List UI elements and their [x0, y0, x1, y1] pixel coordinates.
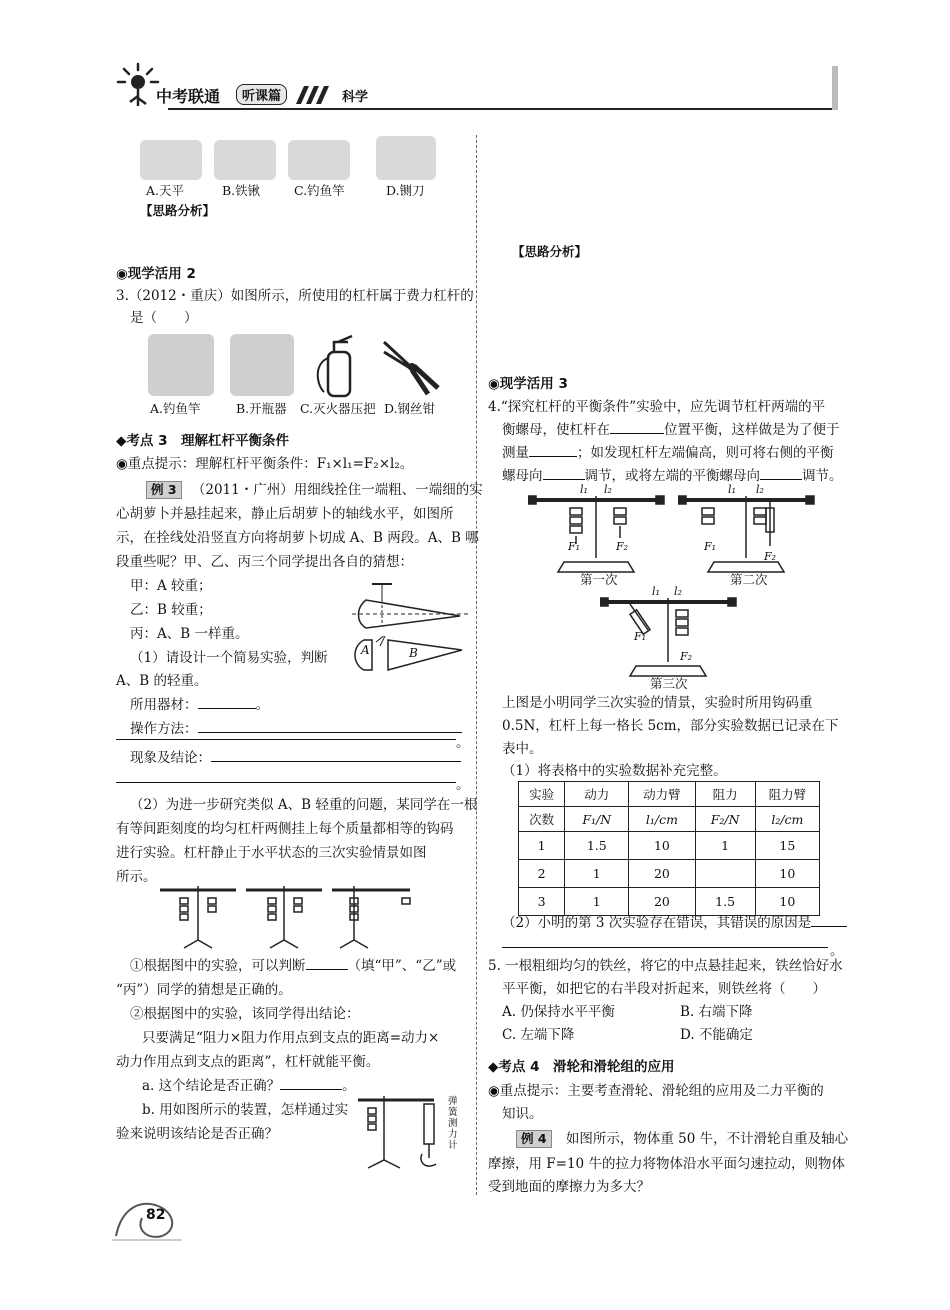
- ex3-line-3: 示，在拴线处沿竖直方向将胡萝卜切成 A、B 两段。A、B 哪: [116, 530, 479, 546]
- carrot-label-a: A: [361, 643, 370, 657]
- ex4-line-3: 受到地面的摩擦力为多大？: [488, 1179, 650, 1195]
- q4-text-4a: 螺母向: [502, 468, 543, 484]
- table-cell: 15: [755, 832, 819, 860]
- q3-caption-b: B.开瓶器: [236, 401, 287, 416]
- ex3-line-2: 心胡萝卜并悬挂起来，静止后胡萝卜的轴线水平，如图所: [116, 506, 454, 522]
- q4-blank-left-nut[interactable]: [760, 465, 802, 480]
- practice-3-title: ◉现学活用 3: [488, 376, 568, 392]
- table-cell: 10: [755, 888, 819, 916]
- phenomenon-period: 。: [456, 777, 470, 793]
- phenomenon-row: [130, 747, 461, 769]
- q4-text-3a: 测量: [502, 445, 529, 461]
- method-label: 操作方法：: [130, 721, 198, 737]
- table-header-cell: 阻力臂: [755, 782, 819, 807]
- q2-line-2: 有等间距刻度的均匀杠杆两侧挂上每个质量都相等的钩码: [116, 821, 454, 837]
- q5-option-a[interactable]: A. 仍保持水平平衡: [502, 1004, 615, 1020]
- subject-label: 科学: [342, 90, 369, 105]
- trial-3-f2: F₂: [680, 650, 693, 663]
- q5-option-b[interactable]: B. 右端下降: [680, 1004, 753, 1020]
- materials-blank[interactable]: [198, 694, 256, 709]
- judge-line-2: “丙”）同学的猜想是正确的。: [116, 982, 292, 998]
- materials-row: 所用器材： 。: [130, 694, 269, 716]
- trial-3-lever-diagram: [600, 590, 740, 678]
- ex4-line-2: 摩擦，用 F=10 牛的拉力将物体沿水平面匀速拉动，则物体: [488, 1156, 845, 1172]
- table-cell: 1: [519, 832, 565, 860]
- trial-1-l2: l₂: [604, 483, 612, 496]
- q4-text-4c: 调节。: [802, 468, 843, 484]
- sub2-blank-2[interactable]: [502, 947, 828, 948]
- table-cell: 10: [629, 832, 695, 860]
- table-header-cell: 实验: [519, 782, 565, 807]
- tool-caption-c: C.钓鱼竿: [294, 183, 345, 198]
- table-cell-blank[interactable]: [695, 860, 755, 888]
- table-cell: 20: [629, 860, 695, 888]
- q5-line-1: 5. 一根粗细均匀的铁丝，将它的中点悬挂起来，铁丝恰好水: [488, 958, 843, 974]
- trial-3-l1: l₁: [652, 585, 660, 598]
- method-row: [130, 718, 462, 740]
- trial-2-lever-diagram: [678, 488, 818, 574]
- desc-line-1: 上图是小明同学三次实验的情景，实验时所用钩码重: [502, 695, 813, 711]
- method-blank-2[interactable]: [116, 739, 456, 740]
- table-cell: 1: [565, 860, 629, 888]
- header-corner: [832, 66, 838, 110]
- guess-yi: 乙：B 较重；: [130, 602, 212, 618]
- table-row: [519, 832, 820, 860]
- trial-3-f1: F₁: [634, 630, 647, 643]
- q4-blank-measure[interactable]: [529, 442, 577, 457]
- materials-label: 所用器材：: [130, 697, 198, 713]
- q3-caption-c: C.灭火器压把: [300, 401, 376, 416]
- q4-text-3b: ；如发现杠杆左端偏高，则可将右侧的平衡: [577, 445, 834, 461]
- desc-line-3: 表中。: [502, 741, 543, 757]
- judge-row: [130, 955, 456, 977]
- judge-line-1-tail: （填“甲”、“乙”或: [347, 958, 457, 974]
- qb-line-1: b. 用如图所示的装置，怎样通过实: [142, 1102, 349, 1118]
- three-lever-diagram: [156, 882, 418, 952]
- experiment-data-table: [518, 781, 820, 916]
- kp3-hint: ◉重点提示：理解杠杆平衡条件：F₁×l₁=F₂×l₂。: [116, 456, 414, 472]
- kp3-title: ◆考点 3 理解杠杆平衡条件: [116, 433, 289, 449]
- rule-line-1: 只要满足“阻力×阻力作用点到支点的距离=动力×: [142, 1030, 440, 1046]
- rule-line-2: 动力作用点到支点的距离”，杠杆就能平衡。: [116, 1054, 380, 1070]
- q2-line-1: （2）为进一步研究类似 A、B 轻重的问题，某同学在一根: [130, 797, 478, 813]
- trial-2-f2: F₂: [764, 550, 777, 563]
- q1-line-2: A、B 的轻重。: [116, 673, 208, 689]
- analysis-label-2: 【思路分析】: [512, 244, 588, 259]
- qb-line-2: 验来说明该结论是否正确？: [116, 1126, 278, 1142]
- example-4-tag: 例 4: [516, 1130, 552, 1148]
- trial-3-l2: l₂: [674, 585, 682, 598]
- phenomenon-label: 现象及结论：: [130, 750, 211, 766]
- q2-line-3: 进行实验。杠杆静止于水平状态的三次实验情景如图: [116, 845, 427, 861]
- table-header-cell: 动力臂: [629, 782, 695, 807]
- phenomenon-blank-2[interactable]: [116, 782, 456, 783]
- trial-1-f1: F₁: [568, 540, 581, 553]
- table-cell: 1: [565, 888, 629, 916]
- example-3-tag: 例 3: [146, 481, 182, 499]
- q3-line-2: 是（ ）: [130, 310, 198, 326]
- table-header-row-1: [519, 782, 820, 807]
- q3-caption-a: A.钓鱼竿: [150, 401, 201, 416]
- sub1-line: （1）将表格中的实验数据补充完整。: [502, 763, 727, 779]
- shovel-photo: [214, 140, 276, 180]
- kp4-hint-2: 知识。: [502, 1106, 543, 1122]
- spring-scale-lever-diagram: [354, 1088, 442, 1170]
- fishing-photo: [148, 334, 214, 396]
- table-header-cell: F₂/N: [695, 807, 755, 832]
- method-period: 。: [456, 735, 470, 751]
- q4-blank-position[interactable]: [610, 419, 664, 434]
- trial-2-l1: l₁: [728, 483, 736, 496]
- ex4-line-1: [516, 1128, 848, 1150]
- q4-text-4b: 调节，或将左端的平衡螺母向: [584, 468, 760, 484]
- qa-blank[interactable]: [280, 1075, 342, 1090]
- table-cell: 2: [519, 860, 565, 888]
- fishing-rod-photo: [288, 140, 350, 180]
- kp4-hint-1: ◉重点提示：主要考查滑轮、滑轮组的应用及二力平衡的: [488, 1083, 824, 1099]
- balance-photo: [140, 140, 202, 180]
- table-cell: 3: [519, 888, 565, 916]
- trial-2-f1: F₁: [704, 540, 717, 553]
- spring-scale-label: 弹簧测力计: [448, 1096, 458, 1151]
- table-cell: 1.5: [695, 888, 755, 916]
- q3-line-1: 3.（2012・重庆）如图所示，所使用的杠杆属于费力杠杆的: [116, 288, 474, 304]
- q4-blank-right-nut[interactable]: [543, 465, 585, 480]
- table-header-cell: 次数: [519, 807, 565, 832]
- table-header-cell: 阻力: [695, 782, 755, 807]
- tool-caption-d: D.铡刀: [386, 183, 425, 198]
- trial-1-l1: l₁: [580, 483, 588, 496]
- phenomenon-blank[interactable]: [211, 747, 461, 762]
- table-row: [519, 860, 820, 888]
- conclude-line: ②根据图中的实验，该同学得出结论：: [130, 1006, 360, 1022]
- guillotine-photo: [376, 136, 436, 180]
- brand-title: 中考联通: [156, 87, 221, 106]
- guess-bing: 丙：A、B 一样重。: [130, 626, 249, 642]
- q4-line-4: [502, 465, 843, 487]
- judge-blank[interactable]: [306, 955, 348, 970]
- q2-line-4: 所示。: [116, 869, 157, 885]
- extinguisher-drawing: [308, 334, 372, 398]
- table-cell: 1: [695, 832, 755, 860]
- carrot-label-b: B: [409, 646, 418, 660]
- method-blank[interactable]: [198, 718, 462, 733]
- q4-text-2b: 位置平衡，这样做是为了便于: [664, 422, 840, 438]
- q5-line-2: 平平衡，如把它的右半段对折起来，则铁丝将（ ）: [502, 981, 826, 997]
- header-rule: [168, 108, 838, 110]
- practice-2-title: ◉现学活用 2: [116, 266, 196, 282]
- carrot-hanging-diagram: [352, 578, 468, 638]
- table-header-cell: F₁/N: [565, 807, 629, 832]
- judge-line-1: ①根据图中的实验，可以判断: [130, 958, 306, 974]
- table-header-row-2: [519, 807, 820, 832]
- sub2-blank[interactable]: [811, 912, 847, 927]
- pliers-drawing: [380, 336, 444, 398]
- trial-2-l2: l₂: [756, 483, 764, 496]
- sub2-period: 。: [830, 943, 844, 959]
- q5-option-d[interactable]: D. 不能确定: [680, 1027, 753, 1043]
- trial-1-label: 第一次: [580, 572, 618, 587]
- trial-1-lever-diagram: [528, 488, 668, 574]
- stripe-decoration-icon: [296, 86, 330, 104]
- q5-option-c[interactable]: C. 左端下降: [502, 1027, 575, 1043]
- q4-line-1: 4.“探究杠杆的平衡条件”实验中，应先调节杠杆两端的平: [488, 399, 826, 415]
- trial-1-f2: F₂: [616, 540, 629, 553]
- table-cell: 1.5: [565, 832, 629, 860]
- kp4-title: ◆考点 4 滑轮和滑轮组的应用: [488, 1059, 675, 1075]
- sub2-row: [502, 912, 847, 934]
- table-cell: 20: [629, 888, 695, 916]
- qa-text: a. 这个结论是否正确？: [142, 1078, 281, 1094]
- qa-row: a. 这个结论是否正确？ 。: [142, 1075, 356, 1097]
- desc-line-2: 0.5N，杠杆上每一格长 5cm，部分实验数据已记录在下: [502, 718, 839, 734]
- ex3-line-1: [146, 479, 483, 501]
- table-header-cell: l₁/cm: [629, 807, 695, 832]
- q4-line-2: [502, 419, 840, 441]
- page-number: 82: [146, 1207, 166, 1223]
- section-badge: 听课篇: [236, 84, 287, 105]
- table-header-cell: 动力: [565, 782, 629, 807]
- guess-jia: 甲：A 较重；: [130, 578, 212, 594]
- ex4-text-1: 如图所示，物体重 50 牛，不计滑轮自重及轴心: [565, 1131, 849, 1147]
- ex3-line-4: 段重些呢？甲、乙、丙三个同学提出各自的猜想：: [116, 554, 413, 570]
- page-header: [108, 60, 838, 115]
- trial-2-label: 第二次: [730, 572, 768, 587]
- trial-3-label: 第三次: [650, 676, 688, 691]
- tool-caption-a: A.天平: [146, 183, 185, 198]
- table-header-cell: l₂/cm: [755, 807, 819, 832]
- analysis-label-1: 【思路分析】: [140, 203, 216, 218]
- table-cell: 10: [755, 860, 819, 888]
- column-divider: [476, 135, 477, 1195]
- ex3-text-1: （2011・广州）用细线拴住一端粗、一端细的实: [191, 482, 483, 498]
- q4-text-2a: 衡螺母，使杠杆在: [502, 422, 610, 438]
- q4-line-3: [502, 442, 834, 464]
- sub2-text: （2）小明的第 3 次实验存在错误，其错误的原因是: [502, 915, 812, 931]
- bottle-opener-photo: [230, 334, 294, 396]
- q3-caption-d: D.钢丝钳: [384, 401, 436, 416]
- tool-caption-b: B.铁锹: [222, 183, 261, 198]
- q1-line-1: （1）请设计一个简易实验，判断: [130, 650, 328, 666]
